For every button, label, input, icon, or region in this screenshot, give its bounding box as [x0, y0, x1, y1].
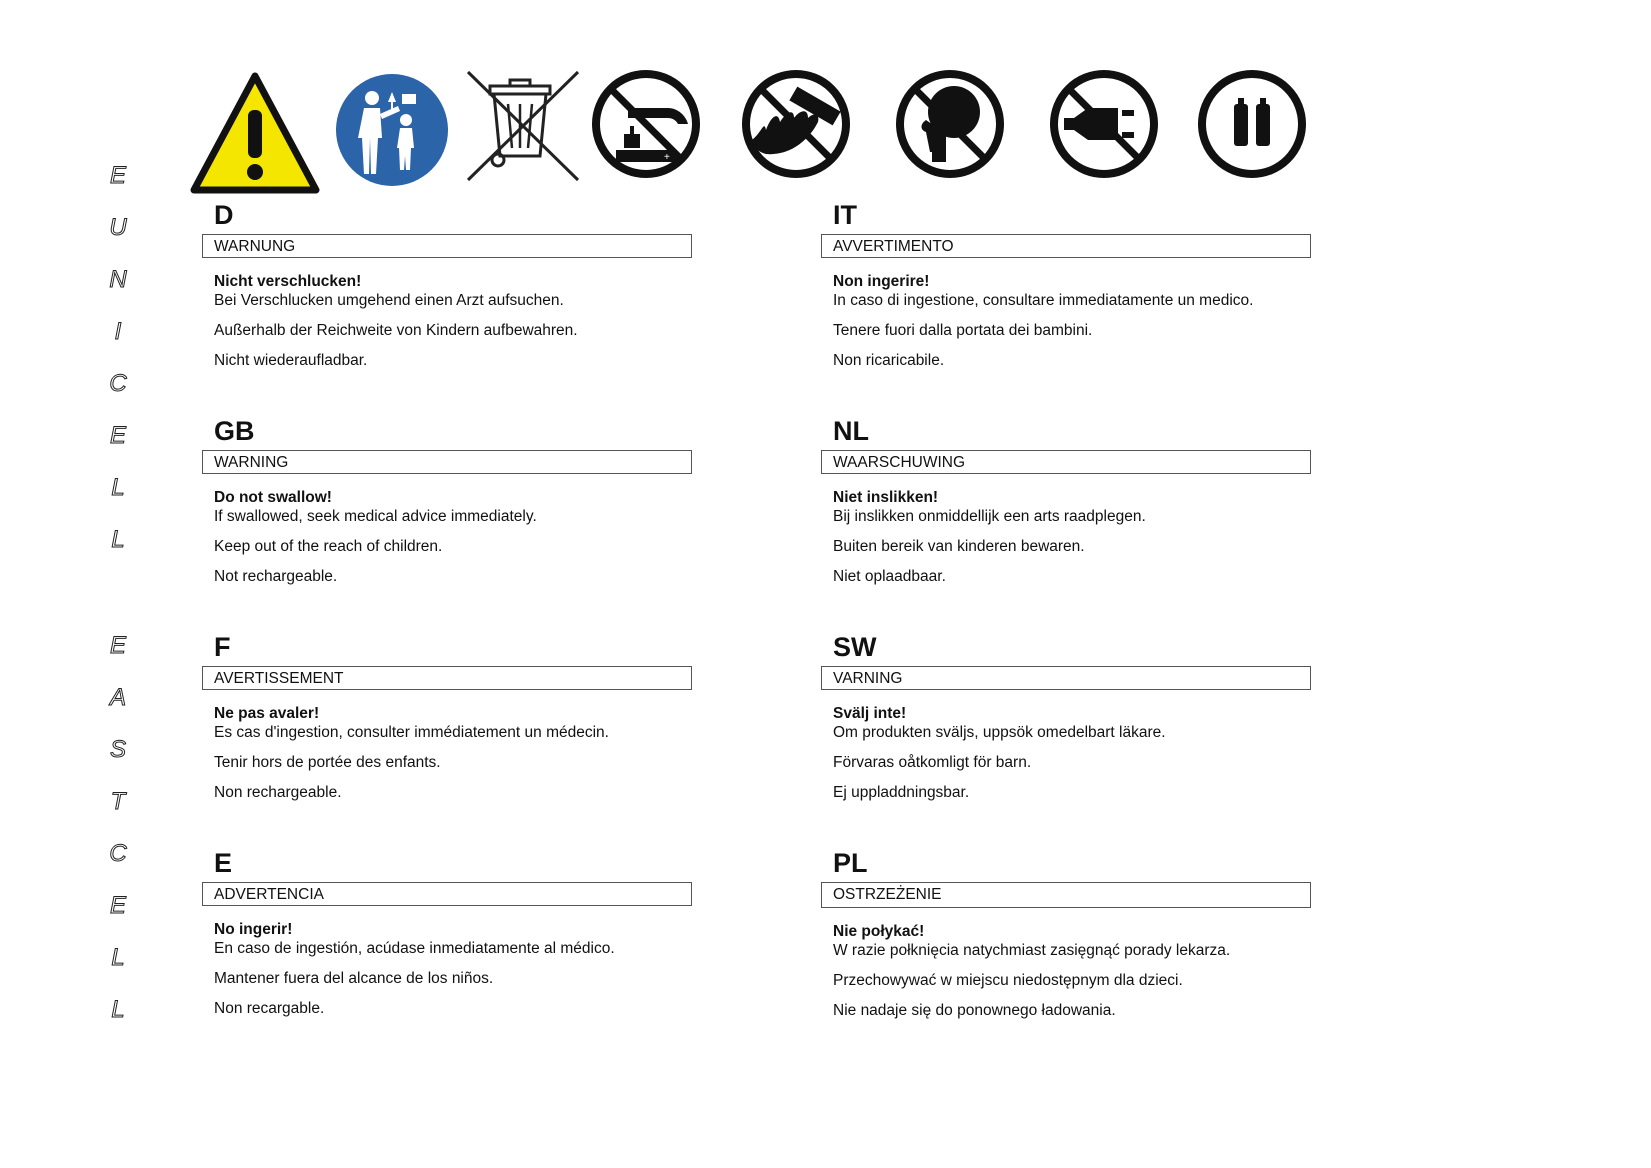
- side-letter: I: [114, 318, 122, 345]
- language-code: E: [214, 848, 233, 878]
- safety-icon-row: [0, 0, 1651, 200]
- instruction-text: In caso di ingestione, consultare immediatamente un medico.: [833, 292, 1254, 309]
- instruction-heading: Non ingerire!: [833, 273, 930, 290]
- warning-label-box: WAARSCHUWING: [821, 450, 1311, 474]
- instruction-text: Non recargable.: [214, 1000, 325, 1017]
- warning-label-box: WARNUNG: [202, 234, 692, 258]
- instruction-heading: Ne pas avaler!: [214, 705, 320, 722]
- warning-label-box: OSTRZEŻENIE: [821, 882, 1311, 908]
- language-code: GB: [214, 416, 255, 446]
- instruction-heading: Nie połykać!: [833, 923, 925, 940]
- instruction-text: Non ricaricabile.: [833, 352, 945, 369]
- instruction-text: En caso de ingestión, acúdase inmediatamente al médico.: [214, 940, 615, 957]
- keep-away-from-children-icon: [330, 68, 460, 198]
- instruction-text: Bei Verschlucken umgehend einen Arzt aufsuchen.: [214, 292, 564, 309]
- side-letter: C: [109, 370, 127, 397]
- side-letter: U: [109, 214, 127, 241]
- instruction-text: Mantener fuera del alcance de los niños.: [214, 970, 494, 987]
- do-not-swallow-icon: [892, 68, 1022, 198]
- instruction-text: Non rechargeable.: [214, 784, 342, 801]
- side-letter: E: [109, 422, 126, 449]
- side-letter: C: [109, 840, 127, 867]
- side-letter: L: [111, 474, 125, 501]
- instruction-text: Niet oplaadbaar.: [833, 568, 946, 585]
- language-code: IT: [833, 200, 857, 230]
- instruction-text: Ej uppladdningsbar.: [833, 784, 970, 801]
- side-letter: E: [109, 632, 126, 659]
- instruction-text: W razie połknięcia natychmiast zasięgnąć porady lekarza.: [833, 942, 1231, 959]
- warning-label-box: ADVERTENCIA: [202, 882, 692, 906]
- warning-triangle-icon: [190, 68, 320, 198]
- no-fire-icon: [738, 68, 868, 198]
- language-code: D: [214, 200, 234, 230]
- battery-pair-icon: [1196, 68, 1326, 198]
- instruction-text: Tenere fuori dalla portata dei bambini.: [833, 322, 1093, 339]
- instruction-text: Nie nadaje się do ponownego ładowania.: [833, 1002, 1116, 1019]
- crossed-out-wheelie-bin-icon: [460, 68, 590, 198]
- instruction-text: Es cas d'ingestion, consulter immédiatement un médecin.: [214, 724, 609, 741]
- side-letter: S: [109, 736, 126, 763]
- warning-label-box: VARNING: [821, 666, 1311, 690]
- side-letter: T: [110, 788, 126, 815]
- warning-label-box: WARNING: [202, 450, 692, 474]
- instruction-text: Bij inslikken onmiddellijk een arts raadplegen.: [833, 508, 1146, 525]
- no-charging-icon: [1046, 68, 1176, 198]
- side-letter: E: [109, 162, 126, 189]
- side-letter: E: [109, 892, 126, 919]
- instruction-heading: Do not swallow!: [214, 489, 332, 506]
- side-letter: A: [109, 684, 126, 711]
- language-code: F: [214, 632, 231, 662]
- instruction-text: Not rechargeable.: [214, 568, 338, 585]
- no-short-circuit-icon: [588, 68, 718, 198]
- instruction-text: Keep out of the reach of children.: [214, 538, 443, 555]
- instruction-text: If swallowed, seek medical advice immediately.: [214, 508, 537, 525]
- instruction-text: Förvaras oåtkomligt för barn.: [833, 754, 1032, 771]
- warning-label-box: AVVERTIMENTO: [821, 234, 1311, 258]
- side-letter: L: [111, 526, 125, 553]
- instruction-heading: Svälj inte!: [833, 705, 907, 722]
- instruction-text: Przechowywać w miejscu niedostępnym dla dzieci.: [833, 972, 1183, 989]
- side-letter: L: [111, 996, 125, 1023]
- side-letter: N: [109, 266, 127, 293]
- instruction-heading: No ingerir!: [214, 921, 293, 938]
- instruction-text: Außerhalb der Reichweite von Kindern aufbewahren.: [214, 322, 578, 339]
- warning-label-box: AVERTISSEMENT: [202, 666, 692, 690]
- side-letter: L: [111, 944, 125, 971]
- instruction-text: Tenir hors de portée des enfants.: [214, 754, 441, 771]
- instruction-text: Nicht wiederaufladbar.: [214, 352, 368, 369]
- language-code: SW: [833, 632, 877, 662]
- language-code: PL: [833, 848, 868, 878]
- instruction-text: Buiten bereik van kinderen bewaren.: [833, 538, 1085, 555]
- svg-text:+: +: [664, 152, 670, 163]
- instruction-text: Om produkten sväljs, uppsök omedelbart läkare.: [833, 724, 1166, 741]
- language-code: NL: [833, 416, 869, 446]
- instruction-heading: Niet inslikken!: [833, 489, 939, 506]
- instruction-heading: Nicht verschlucken!: [214, 273, 362, 290]
